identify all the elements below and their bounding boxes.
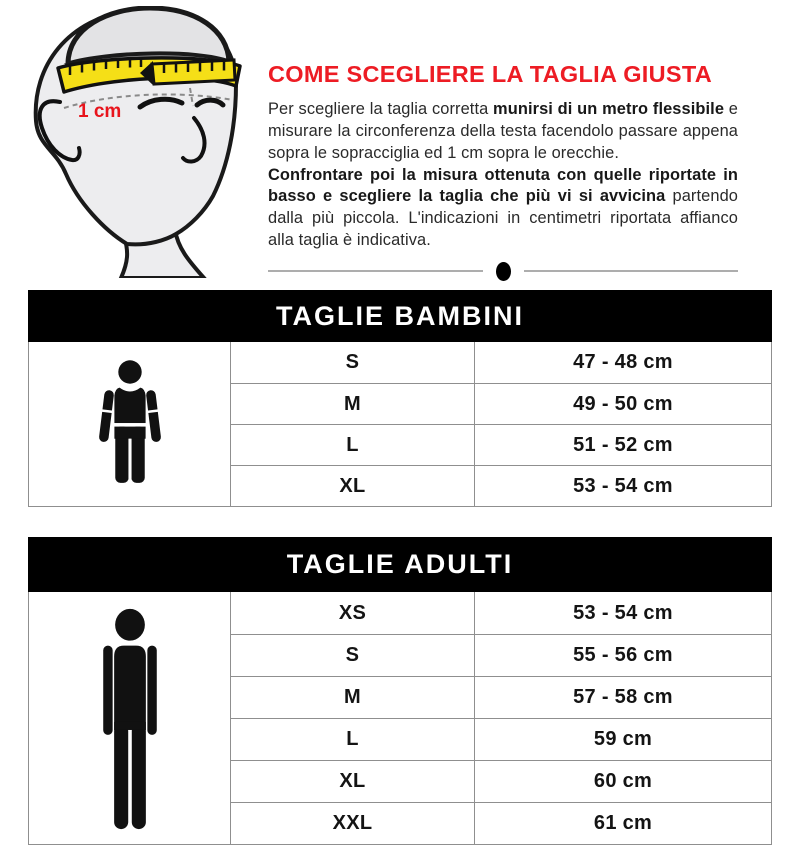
page-title: COME SCEGLIERE LA TAGLIA GIUSTA bbox=[268, 61, 713, 87]
size-row bbox=[231, 634, 771, 676]
intro-paragraph bbox=[268, 99, 738, 164]
size-label: XL bbox=[231, 466, 475, 506]
intro-text-bold: munirsi di un metro flessibile bbox=[493, 100, 725, 119]
size-range: 47 - 48 cm bbox=[573, 351, 673, 373]
size-range: 49 - 50 cm bbox=[573, 392, 673, 415]
rows-adulti bbox=[231, 592, 771, 844]
divider-line-left bbox=[268, 270, 483, 272]
size-label: L bbox=[231, 719, 475, 760]
size-row bbox=[231, 424, 771, 465]
size-table-adulti bbox=[28, 592, 772, 845]
divider-dot-icon bbox=[496, 262, 511, 281]
size-range: 55 - 56 cm bbox=[573, 644, 673, 666]
tape-label: 1 cm bbox=[78, 101, 122, 122]
icon-cell-adult bbox=[29, 592, 231, 844]
intro-text-column bbox=[268, 6, 772, 288]
size-row bbox=[231, 383, 771, 424]
intro-text: Per scegliere la taglia corretta bbox=[268, 100, 494, 119]
intro-text: e misurare la circonferenza della testa facendolo passare appena sopra le sopracciglia ed 1 cm sopra le orecchie. bbox=[268, 100, 738, 162]
size-row bbox=[231, 592, 771, 634]
size-row bbox=[231, 802, 771, 844]
intro-text: partendo dalla più piccola. L'indicazioni in centimetri riportata affianco alla taglia è indicativa. bbox=[268, 187, 738, 249]
size-label: L bbox=[231, 425, 475, 465]
table-title-bambini: TAGLIE BAMBINI bbox=[28, 290, 772, 342]
size-row bbox=[231, 465, 771, 506]
size-label: XXL bbox=[231, 803, 475, 844]
child-icon bbox=[91, 350, 169, 498]
size-label: M bbox=[231, 677, 475, 718]
size-range: 57 - 58 cm bbox=[573, 686, 673, 708]
table-title-adulti: TAGLIE ADULTI bbox=[28, 537, 772, 592]
icon-cell-child bbox=[29, 342, 231, 506]
size-range: 59 cm bbox=[593, 728, 653, 750]
size-range: 60 cm bbox=[593, 770, 653, 792]
intro-paragraph bbox=[268, 165, 738, 252]
size-range: 53 - 54 cm bbox=[573, 601, 673, 624]
size-row bbox=[231, 718, 771, 760]
table-section-adulti bbox=[28, 537, 772, 845]
size-range: 51 - 52 cm bbox=[573, 433, 673, 456]
intro-paragraphs bbox=[268, 99, 738, 252]
rows-bambini bbox=[231, 342, 771, 506]
size-label: S bbox=[231, 342, 475, 383]
size-range: 61 cm bbox=[593, 812, 653, 834]
table-section-bambini bbox=[28, 290, 772, 507]
size-label: XL bbox=[231, 761, 475, 802]
intro-text-bold: Confrontare poi la misura ottenuta con quelle riportate in basso e scegliere la taglia che più vi si avvicina bbox=[268, 165, 738, 206]
intro-section bbox=[28, 6, 772, 288]
adult-icon bbox=[85, 599, 175, 837]
size-row bbox=[231, 676, 771, 718]
size-row bbox=[231, 760, 771, 802]
divider-line-right bbox=[524, 270, 739, 272]
section-divider bbox=[268, 262, 738, 281]
size-range: 53 - 54 cm bbox=[573, 474, 673, 497]
head-measuring-tape-icon bbox=[28, 6, 268, 278]
size-label: M bbox=[231, 384, 475, 424]
size-row bbox=[231, 342, 771, 383]
size-label: S bbox=[231, 635, 475, 676]
size-table-bambini bbox=[28, 342, 772, 507]
size-label: XS bbox=[231, 592, 475, 634]
